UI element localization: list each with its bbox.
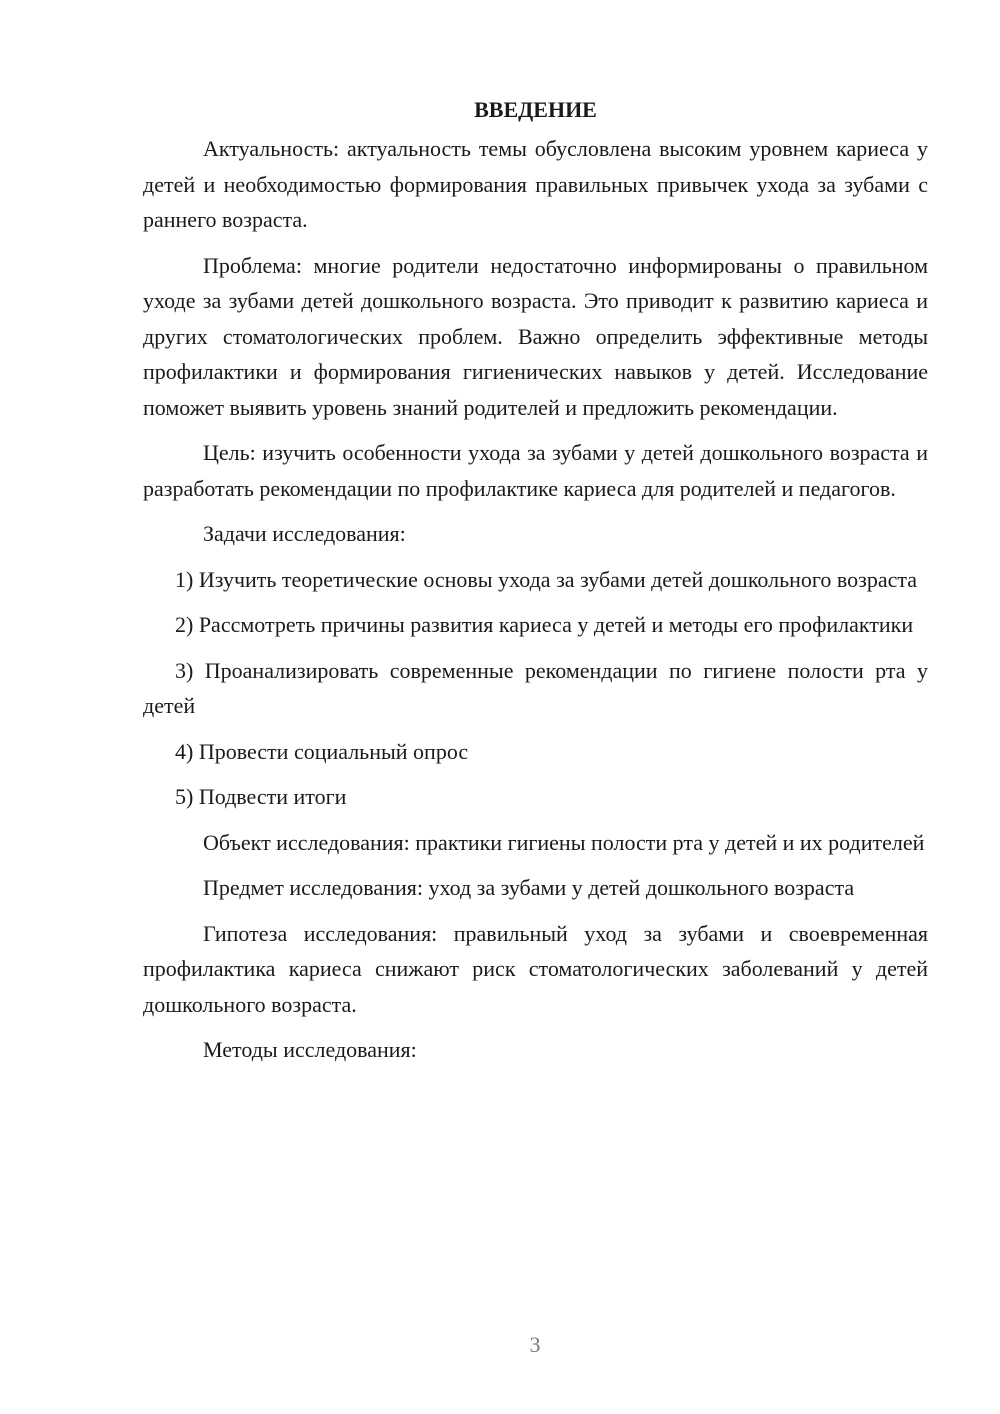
hypothesis-paragraph: Гипотеза исследования: правильный уход за зубами и своевременная профилактика кариеса снижают риск стоматологических заболеваний у детей дошкольного возраста. [143,920,928,1017]
methods-heading: Методы исследования: [203,1037,417,1062]
object-paragraph: Объект исследования: практики гигиены полости рта у детей и их родителей [203,829,925,855]
section-title: ВВЕДЕНИЕ [474,97,597,122]
task-item-2: 2) Рассмотреть причины развития кариеса у детей и методы его профилактики [175,612,914,637]
relevance-paragraph: Актуальность: актуальность темы обусловлена высоким уровнем кариеса у детей и необходимостью формирования правильных привычек ухода за зубами с раннего возраста. [143,136,928,232]
tasks-heading: Задачи исследования: [203,521,406,546]
task-item-4: 4) Провести социальный опрос [175,738,469,764]
page-number: 3 [529,1332,541,1357]
task-item-1: 1) Изучить теоретические основы ухода за зубами детей дошкольного возраста [175,566,918,592]
problem-paragraph: Проблема: многие родители недостаточно информированы о правильном уходе за зубами детей дошкольного возраста. Это приводит к развитию кариеса и других стоматологических проблем. Важно определить эффективные методы профилактики и формирования гигиенических навыков у детей. Исследование поможет выявить уровень знаний родителей и предложить рекомендации. [143,252,928,420]
subject-paragraph: Предмет исследования: уход за зубами у детей дошкольного возраста [203,875,855,900]
task-item-3: 3) Проанализировать современные рекомендации по гигиене полости рта у детей [143,657,928,718]
document-page [143,92,928,1078]
task-item-5: 5) Подвести итоги [175,784,347,809]
goal-paragraph: Цель: изучить особенности ухода за зубами у детей дошкольного возраста и разработать рекомендации по профилактике кариеса для родителей и педагогов. [143,440,928,501]
